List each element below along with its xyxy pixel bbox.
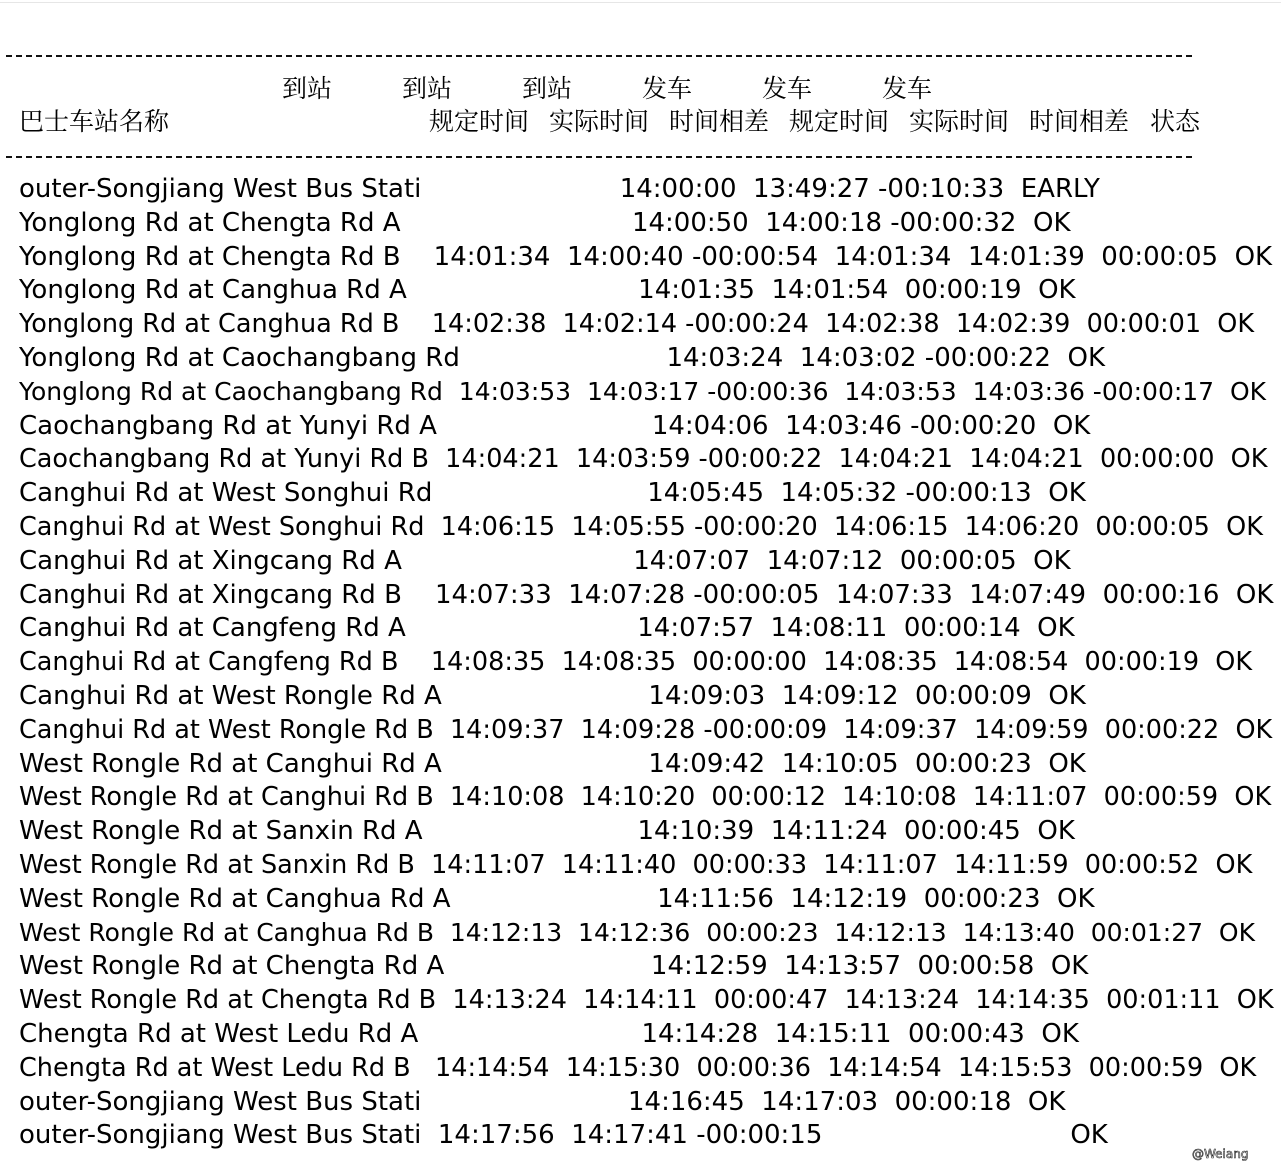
table-row: West Rongle Rd at Canghui Rd B 14:10:08 14:10:20 00:00:12 14:10:08 14:11:07 00:00:59 OK	[19, 782, 1272, 813]
header-sub-depart-diff: 时间相差	[1029, 107, 1130, 136]
table-row: West Rongle Rd at Canghua Rd B 14:12:13 14:12:36 00:00:23 14:12:13 14:13:40 00:01:27 OK	[19, 917, 1255, 947]
table-row: Yonglong Rd at Chengta Rd B 14:01:34 14:00:40 -00:00:54 14:01:34 14:01:39 00:00:05 OK	[19, 241, 1273, 272]
header-station-name: 巴士车站名称	[19, 107, 170, 136]
table-row: outer-Songjiang West Bus Stati 14:16:45 14:17:03 00:00:18 OK	[19, 1086, 1066, 1117]
header-group-depart-3: 发车	[882, 74, 933, 103]
table-row: Chengta Rd at West Ledu Rd A 14:14:28 14:15:11 00:00:43 OK	[19, 1019, 1079, 1049]
table-row: Canghui Rd at West Songhui Rd 14:06:15 14:05:55 -00:00:20 14:06:15 14:06:20 00:00:05 OK	[19, 512, 1263, 542]
table-row: West Rongle Rd at Chengta Rd B 14:13:24 14:14:11 00:00:47 14:13:24 14:14:35 00:01:11 OK	[19, 985, 1274, 1016]
watermark: @Weiang	[1192, 1147, 1249, 1161]
table-row: West Rongle Rd at Chengta Rd A 14:12:59 14:13:57 00:00:58 OK	[19, 951, 1089, 982]
header-top-rule	[6, 55, 1192, 57]
table-row: Yonglong Rd at Caochangbang Rd 14:03:24 14:03:02 -00:00:22 OK	[19, 343, 1106, 373]
table-row: Canghui Rd at Cangfeng Rd A 14:07:57 14:08:11 00:00:14 OK	[19, 613, 1075, 644]
table-row: Caochangbang Rd at Yunyi Rd B 14:04:21 14:03:59 -00:00:22 14:04:21 14:04:21 00:00:00 OK	[19, 444, 1268, 475]
header-group-depart-2: 发车	[762, 74, 813, 103]
table-row: West Rongle Rd at Sanxin Rd B 14:11:07 14:11:40 00:00:33 14:11:07 14:11:59 00:00:52 OK	[19, 850, 1253, 880]
table-row: West Rongle Rd at Sanxin Rd A 14:10:39 14:11:24 00:00:45 OK	[19, 816, 1075, 847]
top-border	[0, 2, 1281, 3]
table-row: Caochangbang Rd at Yunyi Rd A 14:04:06 14:03:46 -00:00:20 OK	[19, 410, 1091, 441]
header-sub-depart-scheduled: 规定时间	[789, 107, 890, 136]
table-row: Yonglong Rd at Chengta Rd A 14:00:50 14:00:18 -00:00:32 OK	[19, 207, 1071, 238]
table-row: Canghui Rd at West Songhui Rd 14:05:45 14:05:32 -00:00:13 OK	[19, 478, 1086, 509]
header-bottom-rule	[6, 156, 1192, 158]
table-row: outer-Songjiang West Bus Stati 14:00:00 13:49:27 -00:10:33 EARLY	[19, 174, 1100, 204]
header-group-arrive-2: 到站	[402, 74, 453, 103]
table-row: Yonglong Rd at Canghua Rd B 14:02:38 14:02:14 -00:00:24 14:02:38 14:02:39 00:00:01 OK	[19, 309, 1255, 340]
table-row: Canghui Rd at Xingcang Rd B 14:07:33 14:07:28 -00:00:05 14:07:33 14:07:49 00:00:16 OK	[19, 579, 1274, 610]
header-sub-arrive-scheduled: 规定时间	[429, 107, 530, 136]
table-row: West Rongle Rd at Canghui Rd A 14:09:42 14:10:05 00:00:23 OK	[19, 748, 1086, 779]
header-group-arrive-1: 到站	[282, 74, 333, 103]
table-row: Canghui Rd at West Rongle Rd A 14:09:03 14:09:12 00:00:09 OK	[19, 681, 1086, 711]
table-row: Canghui Rd at Xingcang Rd A 14:07:07 14:07:12 00:00:05 OK	[19, 545, 1071, 576]
table-row: Yonglong Rd at Caochangbang Rd 14:03:53 14:03:17 -00:00:36 14:03:53 14:03:36 -00:00:17 OK	[19, 376, 1267, 406]
header-sub-status: 状态	[1150, 107, 1201, 136]
header-sub-depart-actual: 实际时间	[909, 107, 1010, 136]
table-row: Chengta Rd at West Ledu Rd B 14:14:54 14:15:30 00:00:36 14:14:54 14:15:53 00:00:59 OK	[19, 1052, 1257, 1083]
table-row: outer-Songjiang West Bus Stati 14:17:56 14:17:41 -00:00:15 OK	[19, 1120, 1108, 1151]
table-row: West Rongle Rd at Canghua Rd A 14:11:56 14:12:19 00:00:23 OK	[19, 883, 1095, 914]
header-sub-arrive-actual: 实际时间	[549, 107, 650, 136]
table-row: Canghui Rd at West Rongle Rd B 14:09:37 14:09:28 -00:00:09 14:09:37 14:09:59 00:00:22 OK	[19, 714, 1273, 745]
table-row: Yonglong Rd at Canghua Rd A 14:01:35 14:01:54 00:00:19 OK	[19, 275, 1076, 306]
header-group-arrive-3: 到站	[522, 74, 573, 103]
table-row: Canghui Rd at Cangfeng Rd B 14:08:35 14:08:35 00:00:00 14:08:35 14:08:54 00:00:19 OK	[19, 647, 1253, 678]
header-group-depart-1: 发车	[642, 74, 693, 103]
header-sub-arrive-diff: 时间相差	[669, 107, 770, 136]
